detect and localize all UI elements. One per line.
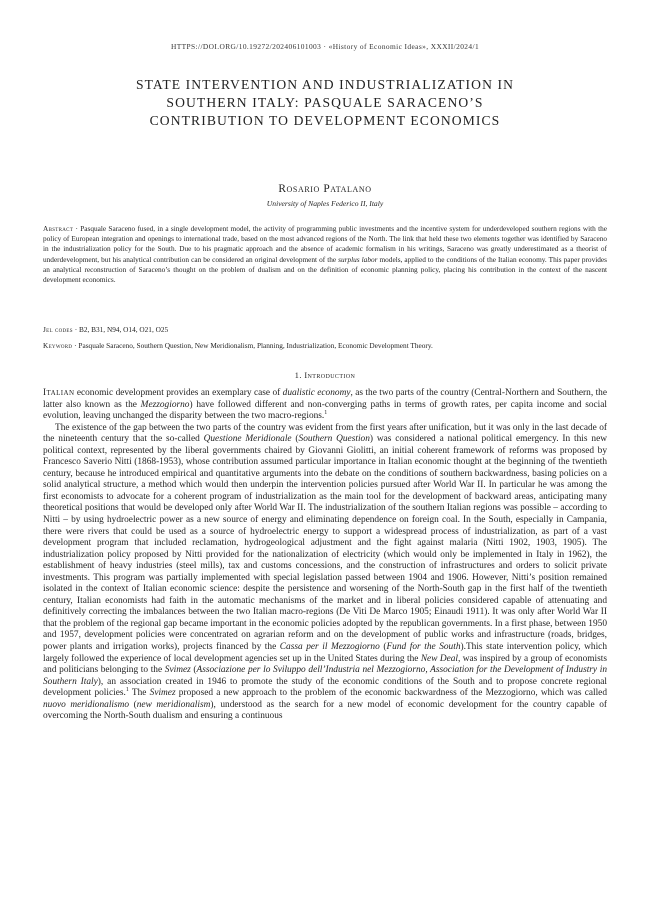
text-run: (	[129, 699, 137, 710]
text-run: The existence of the gap between the two parts of the country was evident from the first years after unification, but it was only in the last decade of the nineteenth century that the so-called	[43, 422, 607, 445]
paragraph	[43, 388, 607, 423]
section-number: 1.	[294, 371, 305, 380]
keywords	[43, 341, 607, 351]
text-run: ).This state intervention policy, which largely followed the experience of local development agencies set up in the United States during the	[43, 642, 608, 664]
abstract-text-2: models, applied to the conditions of the Italian economy. This paper provides an analytical reconstruction of Saraceno’s thought on the problem of dualism and on the definition of economic planning policy, placing his contribution in the context of the nascent development economics.	[43, 254, 607, 285]
abstract-label: Abstract	[43, 224, 74, 233]
section-title: Introduction	[304, 371, 356, 380]
text-run: (	[291, 434, 299, 445]
emphasis: Questione Meridionale	[203, 434, 292, 445]
jel-label: Jel codes	[43, 325, 73, 334]
text-run: The	[128, 688, 150, 699]
text-run: proposed a new approach to the problem of the economic backwardness of the Mezzogiorno, which was called	[175, 688, 608, 699]
text-run: (	[379, 642, 387, 653]
running-head: HTTPS://DOI.ORG/10.19272/202406101003 · «History of Economic Ideas», XXXII/2024/1	[170, 42, 480, 51]
text-run: ), understood as the search for a new model of economic development for the country capable of overcoming the North-South dualism and ensuring a continuous	[43, 699, 607, 722]
emphasis: dualistic economy	[282, 388, 351, 398]
jel-value: B2, B31, N94, O14, O21, O25	[78, 325, 169, 334]
emphasis: Southern Question	[298, 434, 370, 445]
emphasis: Mezzogiorno	[140, 399, 190, 410]
emphasis: Associazione per lo Sviluppo dell’Industria nel Mezzogiorno, Association for the Development of Industry in Southern Italy	[43, 665, 608, 687]
keywords-separator: ·	[72, 341, 79, 350]
author-name: Rosario Patalano	[278, 183, 372, 195]
emphasis: Fund for the South	[386, 642, 461, 653]
paragraph	[43, 423, 607, 723]
keywords-label: Keyword	[43, 341, 73, 350]
abstract-text-1: Pasquale Saraceno fused, in a single development model, the activity of programming public investments and the incentive system for underdeveloped southern regions with the policy of European integration and openings to international trade, based on the most advanced regions of the North. The link that held these two elements together was identified by Saraceno in the industrialization policy for the South. Due to his pragmatic approach and the absence of academic formalism in his writings, Saraceno was greatly underestimated as a theorist of underdevelopment, but his analytical contribution can be considered an original development of the	[43, 224, 607, 264]
abstract-emphasis: surplus labor	[338, 254, 378, 264]
text-run: ) was considered a national political emergency. In this new political context, represented by the liberal governments chaired by Giovanni Giolitti, an initial coherent framework of reforms was proposed by Francesco Saverio Nitti (1868-1953), whose contribution assumed particular importance in Italian economic thought at the beginning of the twentieth century, because he introduced empirical and quantitative arguments into the debate on the conditions of southern backwardness, basing policies on a solid analytical structure, a method which would then underpin the intervention policies pursued after World War II. In particular he was among the first economists to advocate for a coherent program of industrialization as the main tool for the development of backward areas, anticipating many theoretical positions that would be developed only after World War II. The industrialization of the southern Italian regions was possible – according to Nitti – by using hydroelectric power as a new source of energy and eliminating dependence on foreign coal. In the South, especially in Campania, there were rivers that could be used as a source of hydroelectric energy to support a widespread process of industrialization, as part of a vast development program that included reclamation, hydrogeological adjustment and the fight against malaria (Nitti 1902, 1903, 1905). The industrialization policy proposed by Nitti provided for the nationalization of electricity (which would only be implemented in Italy in 1962), the establishment of heavy industries (steel mills), tax and customs concessions, and the construction of infrastructures and orders to solicit private investments. This program was partially implemented with special legislation passed between 1904 and 1906. However, Nitti’s position remained isolated in the context of Italian economic science: despite the persistence and worsening of the North-South gap in the first half of the twentieth century, Italian economists had faith in the automatic mechanisms of the market and in liberal policies considered capable of attenuating and definitively correcting the imbalances between the two Italian macro-regions (De Viti De Marco 1905; Einaudi 1911). It was only after World War II that the problem of the regional gap became important in the economic policies adopted by the republican governments. In a first phase, between 1950 and 1957, development policies were concentrated on agrarian reform and on the development of public works and infrastructure (roads, bridges, power plants and irrigation works), projects financed by the	[43, 434, 607, 653]
text-run: ) have followed different and non-converging paths in terms of growth rates, per capita income and social evolution, leaving unchanged the disparity between the two macro-regions.	[43, 399, 608, 422]
footnote-ref[interactable]: 1	[324, 409, 328, 416]
jel-codes	[43, 325, 607, 335]
section-heading	[0, 371, 650, 380]
abstract	[43, 224, 607, 285]
body-text	[43, 388, 607, 723]
jel-separator: ·	[72, 325, 79, 334]
keywords-value: Pasquale Saraceno, Southern Question, New Meridionalism, Planning, Industrialization, Economic Development Theory.	[78, 341, 433, 350]
abstract-separator: ·	[73, 224, 81, 233]
lead-word: Italian	[43, 388, 75, 398]
text-run: , as the two parts of the country (Central-Northern and Southern, the latter also known as the	[43, 388, 607, 410]
author-affiliation: University of Naples Federico II, Italy	[266, 199, 384, 208]
emphasis: new meridionalism	[136, 699, 211, 710]
emphasis: Svimez	[149, 688, 176, 699]
text-run: (	[190, 665, 197, 676]
text-run: ), an association created in 1946 to promote the study of the economic conditions of the South and to propose concrete regional development policies.	[43, 676, 607, 699]
text-run: , was inspired by a group of economists and politicians belonging to the	[43, 653, 607, 676]
article-title: STATE INTERVENTION AND INDUSTRIALIZATION IN SOUTHERN ITALY: PASQUALE SARACENO’S CONTRIBUTION TO DEVELOPMENT ECONOMICS	[135, 77, 515, 129]
emphasis: Cassa per il Mezzogiorno	[279, 642, 380, 653]
text-run: economic development provides an exemplary case of	[74, 388, 283, 398]
emphasis: nuovo meridionalismo	[43, 699, 130, 710]
emphasis: Svimez	[164, 665, 191, 676]
emphasis: New Deal	[420, 653, 459, 664]
footnote-ref[interactable]: 1	[125, 687, 129, 694]
